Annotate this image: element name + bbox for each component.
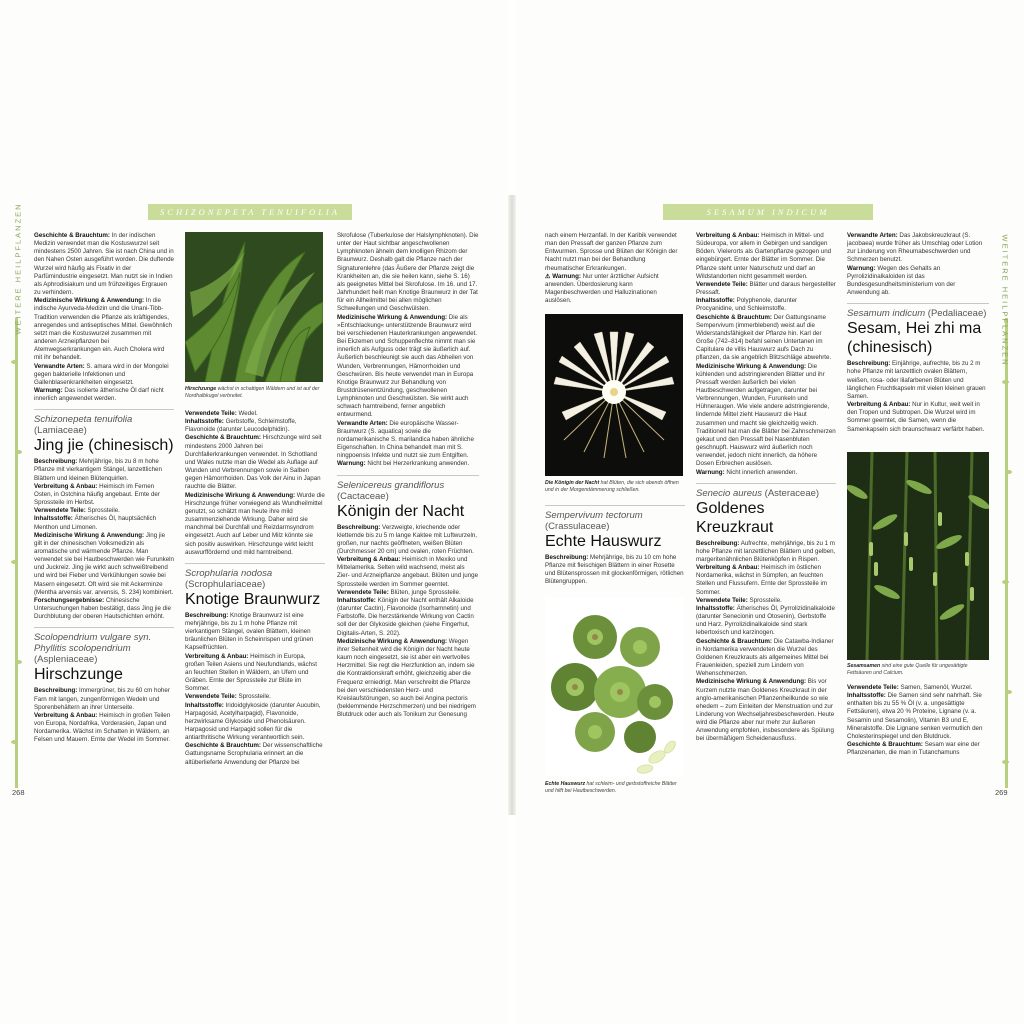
leaf-decoration (1002, 380, 1009, 384)
paragraph-heading: Warnung: (696, 468, 725, 476)
paragraph (185, 492, 325, 557)
paragraph (696, 297, 836, 313)
paragraph-text: Nur unter ärztlicher Aufsicht anwenden. Überdosierung kann Magenbeschwerden und Halluzinationen auslösen. (545, 272, 659, 305)
species-latin-name: Schizonepeta tenuifolia (Lamiaceae) (34, 414, 133, 437)
right-vine-decoration (1005, 318, 1008, 788)
paragraph (337, 460, 479, 468)
para-block (545, 232, 683, 305)
paragraph (34, 507, 174, 515)
paragraph-heading: Medizinische Wirkung & Anwendung: (337, 313, 448, 321)
paragraph-heading: Verwendete Teile: (34, 507, 86, 515)
paragraph-text: Verzweigte, kriechende oder kletternde bis zu 5 m lange Kaktee mit Luftwurzeln, großen, nur nachts geöffneten, weißen Blüten (Durchmesser 20 cm) und ovalen, roten Früchten. (337, 523, 477, 555)
paragraph-text: Heimisch in großen Teilen von Europa, Nordafrika, Vorderasien, Japan und Nordamerika. Wächst im Schatten in Wäldern, an Felsen und Mauern. Ernte der Wedel im Sommer. (34, 711, 171, 744)
paragraph (696, 597, 836, 605)
right-running-header: SESAMUM INDICUM (663, 204, 873, 220)
paragraph-text: nach einem Herzanfall. In der Karibik verwendet man den Pressaft der ganzen Pflanze zum Entwurmen. Sprosse und Blüten der Königin der Nacht nutzt man bei der Behandlung rheumatischer Erkrankungen. (545, 232, 678, 272)
paragraph-text: Die kühlenden und adstringierenden Blätter und ihr Pressaft werden äußerlich bei vielen Hautbeschwerden aufgetragen, darunter bei Verbrennungen, Wunden, Furunkeln und Hühneraugen. Wie viele andere adstringierende, lindernde Mittel zieht Hauswurz die Haut zusammen und macht sie gleichzeitig weich. Traditionell hat man die Blätter bei Zahnschmerzen gekaut und den Pressaft bei Nasenbluten geschnupft. Hauswurz wird äußerlich noch verwendet, jedoch nicht innerlich, da höhere Dosen Erbrechen auslösen. (696, 362, 836, 468)
paragraph-text: Heimisch in Mittel- und Südeuropa, vor allem in Gebirgen und sandigen Böden. Vielerorts als Gartenpflanze gezogen und eingebürgert. Ernte der Blätter im Sommer. Die Pflanze steht unter Naturschutz und darf an Wildstandorten nicht gesammelt werden. (696, 232, 832, 280)
divider (337, 475, 479, 476)
hirschzunge-caption: Hirschzunge wächst in schattigen Wäldern und ist auf der Nordhalbkugel verbreitet. (185, 386, 320, 399)
paragraph (337, 232, 479, 314)
paragraph (185, 418, 325, 434)
para-block (185, 410, 325, 557)
paragraph (185, 410, 325, 418)
leaf-decoration (11, 360, 18, 364)
paragraph-heading: Medizinische Wirkung & Anwendung: (185, 491, 296, 499)
paragraph-heading: Verwandte Arten: (847, 232, 898, 239)
paragraph-text: Der wissenschaftliche Gattungsname Scrophularia erinnert an die altüberlieferte Anwendung der Pflanze bei (185, 742, 323, 766)
paragraph-heading: Verwendete Teile: (696, 596, 748, 604)
paragraph (696, 363, 836, 469)
paragraph-text: Blüten, junge Sprossteile. (388, 588, 461, 596)
paragraph (847, 684, 989, 692)
species-latin-name: Scrophularia nodosa (Scrophulariaceae) (185, 567, 273, 590)
paragraph (847, 265, 989, 298)
paragraph-text: Der Gattungsname Sempervivum (immerblebend) weist auf die Widerstandsfähigkeit der Pflanze hin. Karl der Große (742–814) befahl seinen Untertanen im Capitulare de villis Hauswurz aufs Dach zu pflanzen, da sie angeblich Blitzschläge abwehrte. (696, 313, 832, 362)
species-title: Goldenes Kreuzkraut (696, 499, 774, 536)
paragraph (847, 692, 989, 741)
paragraph-text: Blätter und daraus hergestellter Pressaft. (696, 280, 836, 297)
paragraph (337, 524, 479, 557)
paragraph-heading: Verbreitung & Anbau: (34, 482, 98, 490)
paragraph-text: Mehrjährige, bis zu 10 cm hohe Pflanze mit fleischigen Blättern in einer Rosette und Blütensprossen mit glockenförmigen, rötlichen Blütengruppen. (545, 554, 684, 586)
paragraph-text: Heimisch im östlichen Nordamerika, wächst in Sümpfen, an feuchten Stellen und Flussufern. Ernte der Sprossteile im Sommer. (696, 564, 828, 596)
paragraph-heading: Verbreitung & Anbau: (337, 556, 401, 564)
paragraph (696, 678, 836, 743)
paragraph (847, 360, 989, 401)
paragraph-text: Sprossteile. (85, 507, 120, 515)
para-block (34, 687, 174, 744)
sesam-photo (847, 452, 989, 660)
paragraph (696, 281, 836, 297)
left-column-2 (185, 410, 325, 797)
paragraph-text: Die europäische Wasser-Braunwurz (S. aquatica) sowie die nordamerikanische S. marilandica haben ähnliche Eigenschaften. In China behandelt man mit S. ningpoensis Infekte und nutzt sie zum Entgiften. (337, 419, 474, 460)
hauswurz-caption: Echte Hauswurz hat schleim- und gerbstoffreiche Blätter und hilft bei Hautbeschwerden. (545, 781, 677, 794)
paragraph (34, 297, 174, 362)
paragraph (34, 687, 174, 711)
leaf-decoration (1005, 690, 1012, 694)
leaf-decoration (1002, 760, 1009, 764)
paragraph (545, 273, 683, 306)
left-vine-decoration (15, 318, 18, 788)
paragraph-text: Knotige Braunwurz ist eine mehrjährige, bis zu 1 m hohe Pflanze mit vierkantigem Stängel, ovalen Blättern, kleinen bräunlichen Blüten in Scheinrispen und grünen Kapselfrüchten. (185, 611, 314, 652)
paragraph-text: Iridoidglykoside (darunter Aucubin, Harpagosid, Acetylharpagid), Flavonoide, herzwirksame Glykoside und Phenolsäuren. Harpagosid und Harpagid sollen für die antiarthritische Wirkung verantwortlich sein. (185, 701, 321, 742)
paragraph-heading: Beschreibung: (545, 554, 589, 561)
species-latin-name: Sempervivum tectorum (Crassulaceae) (545, 510, 643, 532)
para-block (185, 612, 325, 767)
paragraph-text: Königin der Nacht enthält Alkaloide (darunter Cactin), Flavonoide (Isorhamnetin) und Farbstoffe. Die herzstärkende Wirkung von Cactin soll der der Glykoside gleichen (siehe Fingerhut, Digitalis-Arten, S. 202). (337, 596, 474, 637)
right-side-label: WEITERE HEILPFLANZEN (1000, 234, 1010, 367)
paragraph-text: Nicht innerlich anwenden. (724, 468, 798, 476)
paragraph (337, 420, 479, 461)
paragraph-heading: Verbreitung & Anbau: (185, 652, 249, 660)
paragraph-heading: Beschreibung: (337, 523, 381, 531)
paragraph (34, 597, 174, 621)
right-page-number: 269 (995, 788, 1008, 797)
left-column-3 (337, 232, 479, 797)
paragraph-heading: Inhaltsstoffe: (34, 515, 73, 523)
para-block (847, 232, 989, 297)
paragraph-heading: Geschichte & Brauchtum: (34, 232, 110, 239)
paragraph-heading: Medizinische Wirkung & Anwendung: (34, 531, 145, 539)
paragraph-heading: Verwendete Teile: (696, 280, 748, 288)
paragraph-heading: Warnung: (337, 460, 366, 468)
paragraph (185, 653, 325, 694)
paragraph (696, 469, 836, 477)
paragraph-text: In der indischen Medizin verwendet man die Kostuswurzel seit mindestens 2500 Jahren. Sie ist nach China und in den Nahen Osten ausgeführt worden. Die duftende Wurzel wird häufig als Fixativ in der Parfümindustrie eingesetzt. Man nutzt sie in Indien als Aphrodisiakum und um frühzeitiges Ergrauen zu verhindern. (34, 232, 174, 297)
paragraph-text: Samen, Samenöl, Wurzel. (898, 684, 973, 691)
paragraph-heading: Verwandte Arten: (34, 362, 85, 370)
paragraph (847, 232, 989, 265)
paragraph-text: Wegen ihrer Seltenheit wird die Königin der Nacht heute kaum noch eingesetzt, sie ist aber ein wertvolles Herzmittel. Sie regt die Herzfunktion an, indem sie die Kontraktionskraft erhöht, gleichzeitig aber die Frequenz erniedrigt. Man verschreibt die Pflanze bei den verschiedensten Herz- und Kreislaufstörungen, so auch bei Angina pectoris (beklemmende Herzschmerzen) und bei niedrigem Blutdruck oder auch als Tonikum zur Genesung (337, 637, 476, 719)
paragraph (696, 638, 836, 679)
left-side-label: WEITERE HEILPFLANZEN (13, 202, 23, 335)
paragraph (34, 363, 174, 387)
leaf-decoration (15, 660, 22, 664)
species-latin-name: Sesamum indicum (Pedaliaceae) (847, 308, 987, 320)
paragraph-text: Ätherisches Öl, hauptsächlich Menthon und Limonen. (34, 515, 157, 531)
koenigin-caption: Die Königin der Nacht hat Blüten, die sich abends öffnen und in der Morgendämmerung schließen. (545, 480, 679, 493)
paragraph-text: In die indische Ayurveda-Medizin und die Unani-Tibb-Tradition verwenden die Pflanze als kräftigendes, anregendes und antiseptisches Mittel. Gewöhnlich setzt man die Kostuswurzel zusammen mit anderen Arzneipflanzen bei Atemwegserkrankungen ein. Auch Cholera wird mit ihr behandelt. (34, 297, 172, 362)
paragraph-text: Aufrechte, mehrjährige, bis zu 1 m hohe Pflanze mit lanzettlichen Blättern und gelben, margeritenähnlichen Blütenköpfen in Rispen. (696, 539, 836, 563)
paragraph-text: Gerbstoffe, Schleimstoffe, Flavonoide (darunter Leucodelphidin). (185, 418, 297, 434)
paragraph-heading: Inhaltsstoffe: (847, 692, 886, 700)
paragraph-heading: Inhaltsstoffe: (696, 604, 735, 612)
left-running-header: SCHIZONEPETA TENUIFOLIA (148, 204, 352, 220)
paragraph-text: Polyphenole, darunter Procyanidine, und Schleimstoffe. (696, 297, 798, 313)
species-title: Hirschzunge (34, 666, 123, 684)
right-column-3-lower (847, 684, 989, 797)
paragraph-heading: Beschreibung: (34, 687, 78, 695)
para-block (545, 554, 685, 587)
paragraph (545, 554, 685, 587)
paragraph-heading: Beschreibung: (696, 539, 740, 547)
paragraph (696, 314, 836, 363)
paragraph-heading: Inhaltsstoffe: (185, 701, 224, 709)
divider (34, 627, 174, 628)
paragraph-text: Die als »Entschlackung« unterstützende Braunwurz wird bei verschiedenen Hauterkrankungen angewendet. Bei Ekzemen und Schuppenflechte nimmt man sie innerlich als Aufguss oder trägt sie äußerlich auf. Äußerlich beschleunigt sie auch das Abheilen von Wunden, Verbrennungen, Hämorrhoiden und Geschwüren. Bis heute verwendet man in Europa Knotige Braunwurz zur Behandlung von Brustdrüsenentzündung, geschwollenen Lymphknoten und Geschwülsten. Sie wirkt auch schwach harntreibend, ferner angeblich entwurmend. (337, 313, 478, 419)
leaf-decoration (15, 450, 22, 454)
paragraph-heading: Inhaltsstoffe: (696, 297, 735, 305)
paragraph-text: Jing jie gilt in der chinesischen Volksmedizin als aromatische und wärmende Pflanze. Man verwendet sie bei Hautbeschwerden wie Furunkeln und Juckreiz. Jing jie wirkt auch schweißtreibend und wird bei Fieber und Verkühlungen sowie bei Masern eingesetzt. Oft wird sie mit Ackerminze (Mentha arvensis var. arvensis, S. 234) kombiniert. (34, 531, 174, 596)
paragraph-heading: Verwendete Teile: (847, 684, 899, 691)
paragraph-heading: Beschreibung: (34, 458, 78, 466)
paragraph (696, 232, 836, 281)
paragraph-heading: Verbreitung & Anbau: (34, 711, 98, 719)
paragraph-heading: Inhaltsstoffe: (185, 418, 224, 426)
para-block (847, 684, 989, 757)
paragraph-heading: Geschichte & Brauchtum: (847, 741, 923, 749)
paragraph-text: Wegen des Gehalts an Pyrrolizidinalkaloiden ist das Bundesgesundheitsministerium von der Anwendung ab. (847, 264, 956, 297)
right-column-1-lower (545, 505, 685, 595)
paragraph (337, 638, 479, 720)
paragraph-text: Sprossteile. (747, 596, 782, 604)
paragraph-heading: Verbreitung & Anbau: (847, 401, 911, 409)
paragraph-text: Skrofulose (Tuberkulose der Halslymphknoten). Die unter der Haut sichtbar angeschwollenen Lymphknoten ähneln dem knolligen Rhizom der Braunwurz. Deshalb galt die Pflanze nach der Signaturenlehre (das Äußere der Pflanze zeigt die Krankheiten an, die sie heilen kann, siehe S. 16) als geeignetes Mittel bei Skrofulose. Im 16. und 17. Jahrhundert heilt man Knotige Braunwurz in der Tat für ein Allheilmittel bei allen möglichen Schwellungen und Geschwülsten. (337, 232, 479, 313)
hirschzunge-photo (185, 232, 323, 382)
paragraph-text: Die Samen sind sehr nahrhaft. Sie enthalten bis zu 55 % Öl (v. a. ungesättigte Fettsäuren), etwa 20 % Proteine, Lignane (v. a. Sesamin und Sesamolin), Vitamin B3 und E, Mineralstoffe. Die Lignane senken vermutlich den Cholesterinspiegel und den Blutdruck. (847, 692, 983, 740)
paragraph (34, 712, 174, 745)
paragraph-heading: Verbreitung & Anbau: (696, 232, 760, 239)
para-block (696, 540, 836, 744)
species-title: Sesam, Hei zhi ma (chinesisch) (847, 320, 982, 357)
paragraph-text: Nicht bei Herzerkrankung anwenden. (365, 460, 470, 468)
paragraph (34, 483, 174, 507)
paragraph-text: Chinesische Untersuchungen haben bestätigt, dass Jing jie die Durchblutung der oberen Hautschichten erhöht. (34, 596, 171, 621)
paragraph-text: Sprossteile. (236, 693, 271, 701)
species-latin-name: Selenicereus grandiflorus (Cactaceae) (337, 479, 445, 502)
paragraph-heading: Warnung: (34, 386, 63, 394)
paragraph-heading: Geschichte & Brauchtum: (696, 637, 772, 645)
paragraph (34, 532, 174, 597)
paragraph-heading: Verwendete Teile: (185, 410, 237, 417)
paragraph (34, 232, 174, 297)
paragraph-text: Mehrjährige, bis zu 8 m hohe Pflanze mit vierkantigem Stängel, lanzettlichen Blättern und kleinen Blütenquirlen. (34, 458, 162, 482)
paragraph (337, 556, 479, 589)
paragraph (185, 612, 325, 653)
paragraph-text: Bis vor Kurzem nutzte man Goldenes Kreuzkraut in der anglo-amerikanischen Pflanzenheilkunde so wie ehedem – zum Einleiten der Menstruation und zur Linderung von Wechseljahresbeschwerden. Heute wird die Pflanze aber nur mehr zur äußeren Anwendung empfohlen, insbesondere als Spülung bei übermäßigem Scheidenausfluss. (696, 678, 835, 743)
paragraph-heading: Medizinische Wirkung & Anwendung: (337, 637, 448, 645)
paragraph-text: Hirschzunge wird seit mindestens 2000 Jahren bei Durchfallerkrankungen verwendet. In Schottland und Wales nutzte man die Wedel als Auflage auf Wunden und Verbrennungen sowie in Salben gegen Hämorrhoiden. Das Volk der Ainu in Japan rauchte die Blätter. (185, 434, 322, 491)
leaf-decoration (1002, 580, 1009, 584)
paragraph (696, 605, 836, 638)
paragraph-heading: Medizinische Wirkung & Anwendung: (696, 678, 807, 686)
paragraph-text: Das Jakobskreuzkraut (S. jacobaea) wurde früher als Umschlag oder Lotion zur Linderung von Rheumabeschwerden und Schmerzen benutzt. (847, 232, 983, 264)
right-column-2 (696, 232, 836, 797)
paragraph (847, 401, 989, 434)
para-block (696, 232, 836, 477)
para-block (337, 524, 479, 720)
paragraph-text: Wurde die Hirschzunge früher vorwiegend als Wundheilmittel genutzt, so schätzt man heute ihre mild zusammenziehende Wirkung. Daher wird sie manchmal bei Durchfall und Reizdarmsyndrom eingesetzt. Auch auf Leber und Milz könnte sie sich positiv auswirken. Hirschzunge wirkt leicht auswurffördernd und mild harntreibend. (185, 491, 325, 556)
paragraph (185, 742, 325, 766)
leaf-decoration (1005, 470, 1012, 474)
paragraph (185, 434, 325, 491)
paragraph-heading: Warnung: (847, 264, 876, 272)
paragraph-heading: Verwandte Arten: (337, 419, 388, 427)
paragraph-heading: Verwendete Teile: (337, 588, 389, 596)
paragraph-heading: Geschichte & Brauchtum: (696, 313, 772, 321)
species-title: Echte Hauswurz (545, 533, 662, 550)
paragraph-text: Das isolierte ätherische Öl darf nicht innerlich angewendet werden. (34, 386, 164, 403)
paragraph-heading: Geschichte & Brauchtum: (185, 742, 261, 750)
paragraph (185, 702, 325, 743)
right-column-3 (847, 232, 989, 447)
para-block (337, 232, 479, 469)
species-title: Jing jie (chinesisch) (34, 437, 174, 455)
paragraph (337, 589, 479, 597)
paragraph (696, 564, 836, 597)
paragraph-text: Heimisch im Fernen Osten, in Ostchina häufig angebaut. Ernte der Sprossteile im Herbst. (34, 482, 160, 507)
species-latin-name: Scolopendrium vulgare syn. Phyllitis scolopendrium (Aspleniaceae) (34, 632, 152, 666)
species-title: Knotige Braunwurz (185, 590, 321, 608)
divider (545, 505, 685, 506)
paragraph-text: Sesam war eine der Pflanzenarten, die man in Tutanchamuns (847, 741, 980, 757)
paragraph-text: S. amara wird in der Mongolei gegen bakterielle Infektionen und Gallenblasenkrankheiten eingesetzt. (34, 362, 169, 386)
paragraph-heading: Medizinische Wirkung & Anwendung: (34, 297, 145, 305)
book-gutter (508, 195, 516, 815)
paragraph-heading: Geschichte & Brauchtum: (185, 434, 261, 442)
para-block (34, 458, 174, 621)
paragraph (34, 387, 174, 403)
paragraph-text: Einjährige, aufrechte, bis zu 2 m hohe Pflanze mit lanzettlich ovalen Blättern, weißen, rosa- oder lilafarbenen Blüten und länglichen Fruchtkapseln mit vielen kleinen grauen Samen. (847, 360, 986, 400)
paragraph (34, 515, 174, 531)
divider (185, 563, 325, 564)
paragraph-text: Heimisch in Europa, großen Teilen Asiens und Neufundlands, wächst an feuchten Stellen in Wäldern, an Ufern und Gräben. Ernte der Sprossteile zur Blüte im Sommer. (185, 652, 317, 693)
paragraph (34, 458, 174, 482)
divider (696, 483, 836, 484)
paragraph (545, 232, 683, 273)
paragraph-heading: Beschreibung: (847, 360, 891, 368)
paragraph-heading: Verbreitung & Anbau: (696, 564, 760, 572)
paragraph-text: Wedel. (236, 410, 258, 417)
paragraph-text: Die Catawba-Indianer in Nordamerika verwendeten die Wurzel des Goldenen Kreuzkrauts als allgemeines Mittel bei Frauenleiden, speziell zum Lindern von Wehenschmerzen. (696, 637, 834, 678)
paragraph-heading: Inhaltsstoffe: (337, 596, 376, 604)
divider (847, 303, 989, 304)
leaf-decoration (11, 740, 18, 744)
paragraph-text: Immergrüner, bis zu 60 cm hoher Farn mit langen, zungenförmigen Wedeln und Sporenbehältern an ihrer Unterseite. (34, 687, 170, 711)
leaf-decoration (11, 560, 18, 564)
species-title: Königin der Nacht (337, 502, 465, 520)
divider (34, 409, 174, 410)
para-block (34, 232, 174, 403)
paragraph-heading: ⚠ Warnung: (545, 272, 581, 280)
left-page-number: 268 (12, 788, 25, 797)
paragraph-text: Ätherisches Öl, Pyrrolizidinalkaloide (darunter Senecionin und Otosenin), Gerbstoffe und Harz. Pyrrolizidinalkaloide sind stark lebertoxisch und karzinogen. (696, 604, 835, 637)
paragraph-heading: Beschreibung: (185, 611, 229, 619)
paragraph-heading: Medizinische Wirkung & Anwendung: (696, 362, 807, 370)
paragraph (337, 314, 479, 420)
echte-hauswurz-photo (545, 597, 683, 777)
para-block (847, 360, 989, 433)
paragraph (847, 741, 989, 757)
right-column-1 (545, 232, 683, 312)
sesam-caption: Sesamsamen sind eine gute Quelle für ungesättigte Fettsäuren und Calcium. (847, 663, 968, 676)
paragraph (696, 540, 836, 564)
left-column-1 (34, 232, 174, 797)
paragraph-text: Nur in Kultur, weit weit in den Tropen und Subtropen. Die Wurzel wird im Sommer geerntet, die Samen, wenn die Samenkapseln sich braunschwarz verfärbt haben. (847, 401, 985, 433)
paragraph (337, 597, 479, 638)
paragraph-heading: Forschungsergebnisse: (34, 596, 105, 604)
paragraph-heading: Verwendete Teile: (185, 693, 237, 701)
koenigin-der-nacht-photo (545, 314, 683, 476)
paragraph-text: Heimisch in Mexiko und Mittelamerika. Selten wild wachsend, meist als Zier- und Arzneipflanze angebaut. Blüten und junge Sprossteile werden im Sommer geerntet. (337, 556, 479, 588)
paragraph (185, 693, 325, 701)
species-latin-name: Senecio aureus (Asteraceae) (696, 487, 820, 499)
